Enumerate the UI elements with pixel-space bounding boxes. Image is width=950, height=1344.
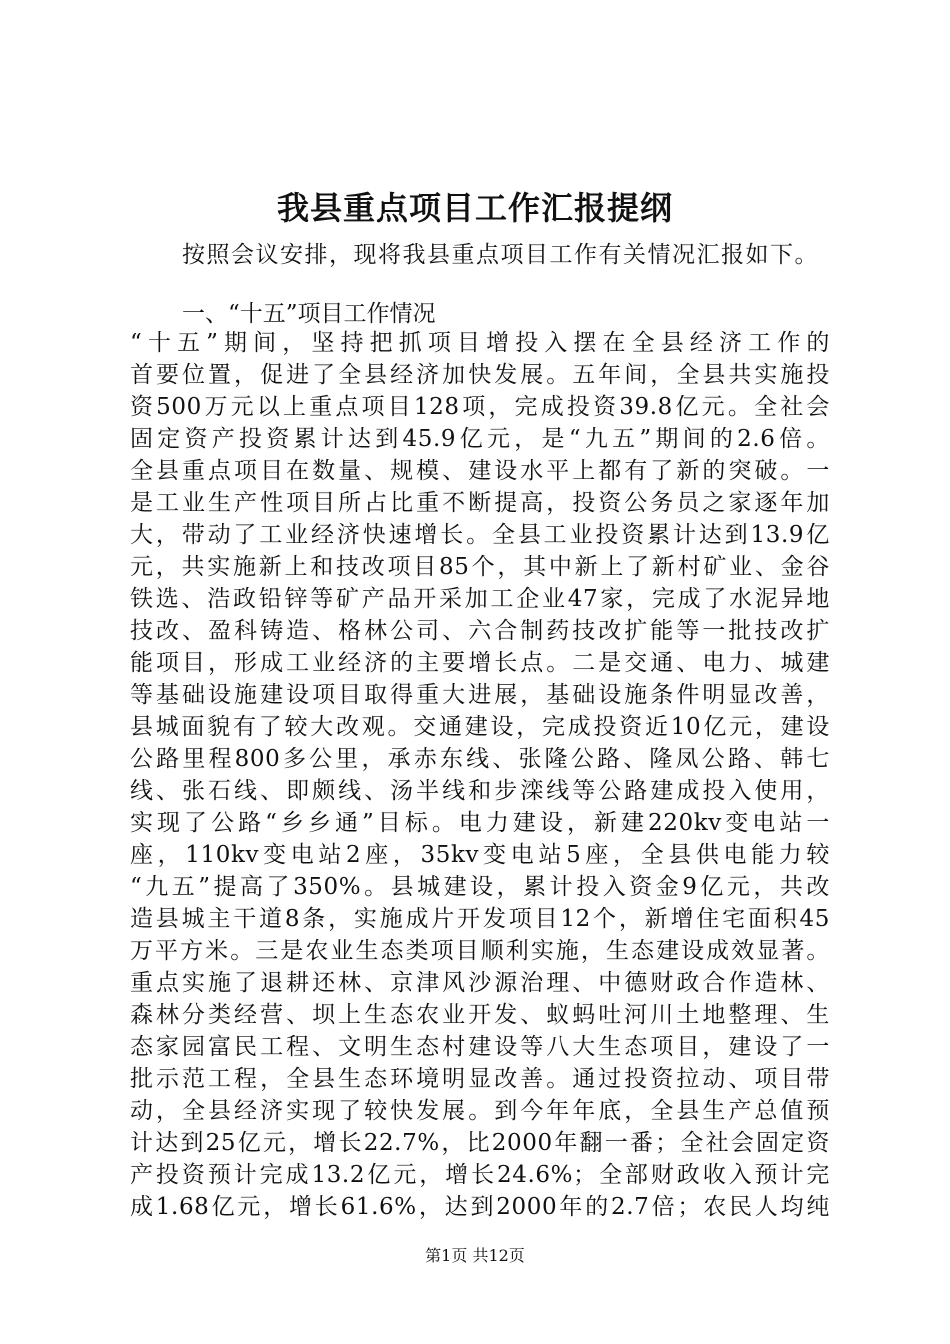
body-text-line: 技改、盈科铸造、格林公司、六合制药技改扩能等一批技改扩 — [130, 618, 830, 644]
section-heading: 一、“十五”项目工作情况 — [182, 301, 436, 327]
body-text-line: 成1.68亿元，增长61.6%，达到2000年的2.7倍；农民人均纯 — [130, 1194, 830, 1220]
body-text-line: “十五”期间，坚持把抓项目增投入摆在全县经济工作的 — [130, 330, 830, 356]
body-text-line: 铁选、浩政铅锌等矿产品开采加工企业47家，完成了水泥异地 — [130, 586, 830, 612]
body-text-line: 动，全县经济实现了较快发展。到今年年底，全县生产总值预 — [130, 1098, 830, 1124]
intro-paragraph: 按照会议安排，现将我县重点项目工作有关情况汇报如下。 — [182, 242, 819, 268]
body-text-line: 县城面貌有了较大改观。交通建设，完成投资近10亿元，建设 — [130, 714, 830, 740]
body-text-line: 线、张石线、即颇线、汤半线和步滦线等公路建成投入使用， — [130, 778, 830, 804]
body-text-line: 森林分类经营、坝上生态农业开发、蚁蚂吐河川土地整理、生 — [130, 1002, 830, 1028]
body-text-line: 态家园富民工程、文明生态村建设等八大生态项目，建设了一 — [130, 1034, 830, 1060]
body-text-line: 批示范工程，全县生态环境明显改善。通过投资拉动、项目带 — [130, 1066, 830, 1092]
body-text-line: 资500万元以上重点项目128项，完成投资39.8亿元。全社会 — [130, 394, 830, 420]
body-text-line: 是工业生产性项目所占比重不断提高，投资公务员之家逐年加 — [130, 490, 830, 516]
body-text-line: 全县重点项目在数量、规模、建设水平上都有了新的突破。一 — [130, 458, 830, 484]
body-text-line: 产投资预计完成13.2亿元，增长24.6%；全部财政收入预计完 — [130, 1162, 830, 1188]
body-text-line: “九五”提高了350%。县城建设，累计投入资金9亿元，共改 — [130, 874, 830, 900]
body-text-line: 座，110kv变电站2座，35kv变电站5座，全县供电能力较 — [130, 842, 830, 868]
body-paragraph — [130, 327, 830, 1223]
body-text-line: 首要位置，促进了全县经济加快发展。五年间，全县共实施投 — [130, 362, 830, 388]
body-text-line: 能项目，形成工业经济的主要增长点。二是交通、电力、城建 — [130, 650, 830, 676]
body-text-line: 造县城主干道8条，实施成片开发项目12个，新增住宅面积45 — [130, 906, 830, 932]
body-text-line: 万平方米。三是农业生态类项目顺利实施，生态建设成效显著。 — [130, 938, 830, 964]
body-text-line: 元，共实施新上和技改项目85个，其中新上了新村矿业、金谷 — [130, 554, 830, 580]
body-text-line: 实现了公路“乡乡通”目标。电力建设，新建220kv变电站一 — [130, 810, 830, 836]
body-text-line: 大，带动了工业经济快速增长。全县工业投资累计达到13.9亿 — [130, 522, 830, 548]
document-title: 我县重点项目工作汇报提纲 — [276, 189, 673, 227]
page-footer: 第1页 共12页 — [425, 1246, 525, 1265]
body-text-line: 公路里程800多公里，承赤东线、张隆公路、隆凤公路、韩七 — [130, 746, 830, 772]
body-text-line: 重点实施了退耕还林、京津风沙源治理、中德财政合作造林、 — [130, 970, 830, 996]
body-text-line: 计达到25亿元，增长22.7%，比2000年翻一番；全社会固定资 — [130, 1130, 830, 1156]
body-text-line: 固定资产投资累计达到45.9亿元，是“九五”期间的2.6倍。 — [130, 426, 830, 452]
body-text-line: 等基础设施建设项目取得重大进展，基础设施条件明显改善， — [130, 682, 830, 708]
